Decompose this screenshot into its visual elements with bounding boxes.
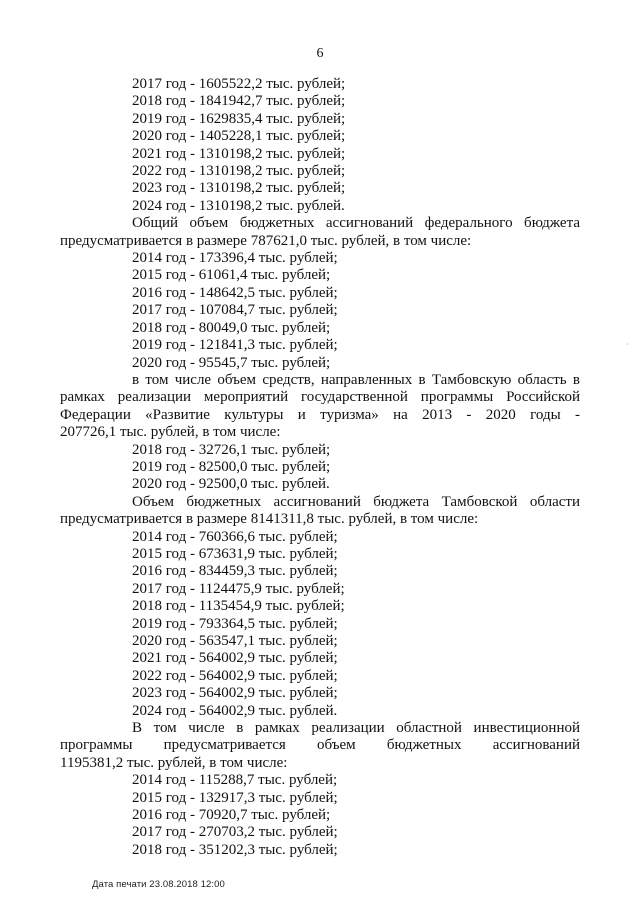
paragraph-federal-budget — [60, 215, 580, 250]
paragraph-line: предусматривается в размере 8141311,8 тыс. рублей, в том числе: — [60, 511, 479, 528]
list-item: 2014 год - 760366,6 тыс. рублей; — [132, 528, 338, 545]
list-item: 2019 год - 1629835,4 тыс. рублей; — [132, 110, 346, 127]
list-item: 2017 год - 107084,7 тыс. рублей; — [132, 302, 338, 319]
paragraph-investment-program — [60, 720, 580, 772]
list-item: 2019 год - 82500,0 тыс. рублей; — [132, 458, 331, 475]
paragraph-line: Объем бюджетных ассигнований бюджета Тамбовской области — [132, 493, 580, 510]
list-item: 2015 год - 61061,4 тыс. рублей; — [132, 267, 331, 284]
document-body — [60, 76, 580, 859]
paragraph-line: предусматривается в размере 787621,0 тыс. рублей, в том числе: — [60, 232, 472, 249]
list-item: 2021 год - 564002,9 тыс. рублей; — [132, 650, 338, 667]
list-item: 2016 год - 834459,3 тыс. рублей; — [132, 563, 338, 580]
list-item: 2019 год - 121841,3 тыс. рублей; — [132, 337, 338, 354]
list-item: 2017 год - 270703,2 тыс. рублей; — [132, 824, 338, 841]
margin-mark: · — [626, 340, 629, 349]
paragraph-line: программы предусматривается объем бюджетных ассигнований — [60, 737, 580, 754]
paragraph-line: В том числе в рамках реализации областной инвестиционной — [132, 720, 580, 737]
list-item: 2015 год - 132917,3 тыс. рублей; — [132, 789, 338, 806]
list-item: 2018 год - 32726,1 тыс. рублей; — [132, 441, 331, 458]
list-item: 2020 год - 92500,0 тыс. рублей. — [132, 476, 330, 493]
funding-list-investment — [60, 772, 580, 859]
list-item: 2023 год - 564002,9 тыс. рублей; — [132, 685, 338, 702]
list-item: 2019 год - 793364,5 тыс. рублей; — [132, 615, 338, 632]
paragraph-line: в том числе объем средств, направленных в Тамбовскую область в — [132, 371, 580, 388]
list-item: 2017 год - 1605522,2 тыс. рублей; — [132, 76, 346, 92]
list-item: 2023 год - 1310198,2 тыс. рублей; — [132, 180, 346, 197]
paragraph-line: Федерации «Развитие культуры и туризма» на 2013 - 2020 годы - — [60, 406, 580, 423]
list-item: 2014 год - 173396,4 тыс. рублей; — [132, 250, 338, 267]
list-item: 2018 год - 1135454,9 тыс. рублей; — [132, 598, 345, 615]
list-item: 2022 год - 1310198,2 тыс. рублей; — [132, 163, 346, 180]
list-item: 2015 год - 673631,9 тыс. рублей; — [132, 545, 338, 562]
list-item: 2017 год - 1124475,9 тыс. рублей; — [132, 580, 345, 597]
list-item: 2016 год - 148642,5 тыс. рублей; — [132, 284, 338, 301]
list-item: 2016 год - 70920,7 тыс. рублей; — [132, 807, 331, 824]
list-item: 2018 год - 1841942,7 тыс. рублей; — [132, 93, 346, 110]
paragraph-regional-budget — [60, 494, 580, 529]
list-item: 2021 год - 1310198,2 тыс. рублей; — [132, 145, 346, 162]
funding-list-federal — [60, 250, 580, 372]
list-item: 2022 год - 564002,9 тыс. рублей; — [132, 667, 338, 684]
list-item: 2018 год - 80049,0 тыс. рублей; — [132, 319, 331, 336]
funding-list-tambov-program — [60, 442, 580, 494]
paragraph-line: Общий объем бюджетных ассигнований федерального бюджета — [132, 215, 580, 232]
list-item: 2020 год - 563547,1 тыс. рублей; — [132, 633, 338, 649]
list-item: 2020 год - 95545,7 тыс. рублей; — [132, 354, 331, 371]
list-item: 2024 год - 564002,9 тыс. рублей. — [132, 702, 338, 719]
list-item: 2024 год - 1310198,2 тыс. рублей. — [132, 197, 345, 214]
print-date-footer: Дата печати 23.08.2018 12:00 — [92, 879, 225, 890]
funding-list-regional — [60, 529, 580, 720]
page-number: 6 — [316, 46, 324, 61]
paragraph-line: 1195381,2 тыс. рублей, в том числе: — [60, 754, 288, 771]
paragraph-line: 207726,1 тыс. рублей, в том числе: — [60, 424, 281, 441]
funding-list-total — [60, 76, 580, 215]
list-item: 2014 год - 115288,7 тыс. рублей; — [132, 772, 338, 789]
list-item: 2018 год - 351202,3 тыс. рублей; — [132, 841, 338, 858]
list-item: 2020 год - 1405228,1 тыс. рублей; — [132, 128, 346, 145]
paragraph-line: рамках реализации мероприятий государственной программы Российской — [60, 389, 580, 406]
paragraph-tambov-program — [60, 372, 580, 442]
